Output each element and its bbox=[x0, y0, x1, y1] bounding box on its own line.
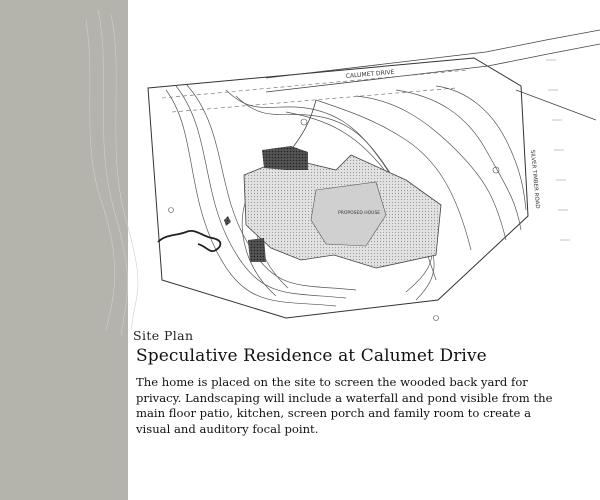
annotation-ticks bbox=[546, 60, 570, 240]
side-street-label: SILVER TIMBER ROAD bbox=[529, 149, 541, 209]
description-text: The home is placed on the site to screen the wooded back yard for privacy. Landscaping will include a waterfall and pond visible from the main floor patio, kitchen, screen porch and family room to create a visual and auditory focal point. bbox=[136, 375, 553, 436]
road-edges bbox=[266, 30, 600, 120]
faint-contours bbox=[86, 10, 138, 335]
site-plan-drawing bbox=[76, 0, 600, 340]
page-title: Speculative Residence at Calumet Drive bbox=[136, 346, 487, 366]
waterfall-path bbox=[158, 231, 220, 251]
building-label: PROPOSED HOUSE bbox=[338, 211, 381, 216]
street-label: CALUMET DRIVE bbox=[345, 68, 395, 80]
setback-lines bbox=[162, 70, 468, 112]
section-label: Site Plan bbox=[133, 328, 194, 343]
